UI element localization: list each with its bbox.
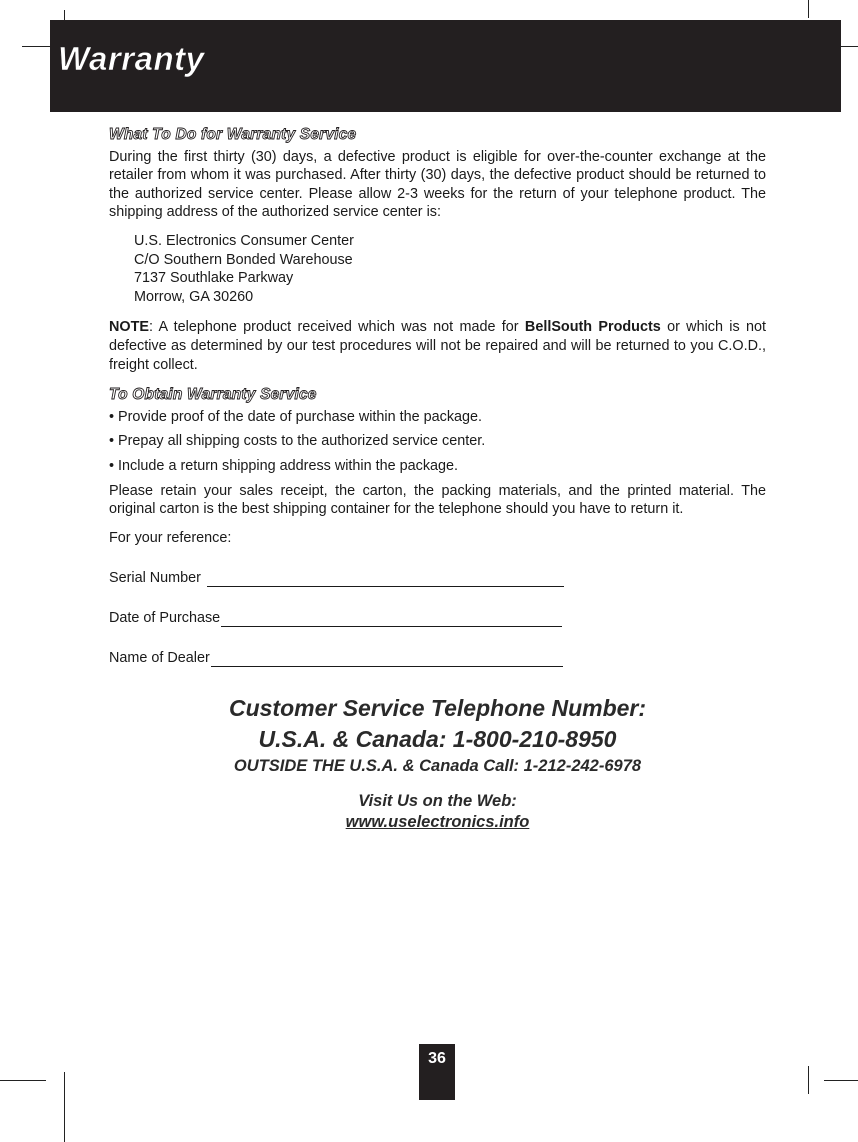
crop-mark bbox=[22, 46, 52, 47]
name-of-dealer-field bbox=[109, 648, 766, 667]
address-line: U.S. Electronics Consumer Center bbox=[134, 232, 354, 249]
note-brand: BellSouth Products bbox=[524, 319, 661, 336]
field-line bbox=[211, 651, 563, 667]
section-heading-warranty-service: What To Do for Warranty Service bbox=[109, 126, 357, 143]
crop-mark bbox=[808, 1066, 809, 1094]
address-line: 7137 Southlake Parkway bbox=[134, 270, 294, 287]
field-label: Date of Purchase bbox=[109, 609, 221, 626]
outside-phone: OUTSIDE THE U.S.A. & Canada Call: 1-212-242-6978 bbox=[233, 757, 642, 775]
us-canada-phone: U.S.A. & Canada: 1-800-210-8950 bbox=[258, 726, 617, 752]
web-label: Visit Us on the Web: bbox=[358, 792, 517, 810]
page-title: Warranty bbox=[58, 40, 205, 77]
note-label: NOTE bbox=[109, 319, 149, 336]
service-center-address bbox=[134, 232, 766, 306]
warranty-paragraph: During the first thirty (30) days, a defective product is eligible for over-the-counter exchange at the retailer from whom it was purchased. After thirty (30) days, the defective product should be returned to the authorized service center. Please allow 2-3 weeks for the return of your telephone product. The shipping address of the authorized service center is: bbox=[109, 148, 766, 221]
section-heading-obtain-service: To Obtain Warranty Service bbox=[109, 386, 317, 404]
crop-mark bbox=[824, 1080, 858, 1081]
customer-service-heading: Customer Service Telephone Number: bbox=[228, 695, 647, 721]
address-line: Morrow, GA 30260 bbox=[134, 288, 254, 305]
crop-mark bbox=[64, 1072, 65, 1142]
warranty-content bbox=[109, 126, 766, 688]
field-label: Name of Dealer bbox=[109, 649, 210, 666]
note-paragraph bbox=[109, 318, 766, 374]
field-line bbox=[221, 611, 562, 627]
reference-label: For your reference: bbox=[109, 529, 232, 546]
address-line: C/O Southern Bonded Warehouse bbox=[134, 251, 353, 268]
retain-paragraph: Please retain your sales receipt, the carton, the packing materials, and the printed material. The original carton is the best shipping container for the telephone should you have to return it. bbox=[109, 482, 766, 518]
web-link[interactable]: www.uselectronics.info bbox=[345, 813, 530, 831]
field-line bbox=[207, 571, 564, 587]
note-text: or which is not defective as determined by our test procedures will not be repaired and will be returned to you C.O.D., freight collect. bbox=[109, 319, 767, 373]
crop-mark bbox=[838, 46, 858, 47]
note-text: : A telephone product received which was not made for bbox=[148, 319, 525, 336]
bullet-item: • Provide proof of the date of purchase within the package. bbox=[109, 408, 483, 425]
date-of-purchase-field bbox=[109, 608, 766, 627]
bullet-item: • Include a return shipping address within the package. bbox=[109, 457, 459, 474]
field-label: Serial Number bbox=[109, 569, 201, 586]
crop-mark bbox=[0, 1080, 46, 1081]
bullet-item: • Prepay all shipping costs to the authorized service center. bbox=[109, 433, 486, 450]
serial-number-field bbox=[109, 568, 766, 587]
crop-mark bbox=[808, 0, 809, 18]
page-number: 36 bbox=[428, 1050, 446, 1067]
